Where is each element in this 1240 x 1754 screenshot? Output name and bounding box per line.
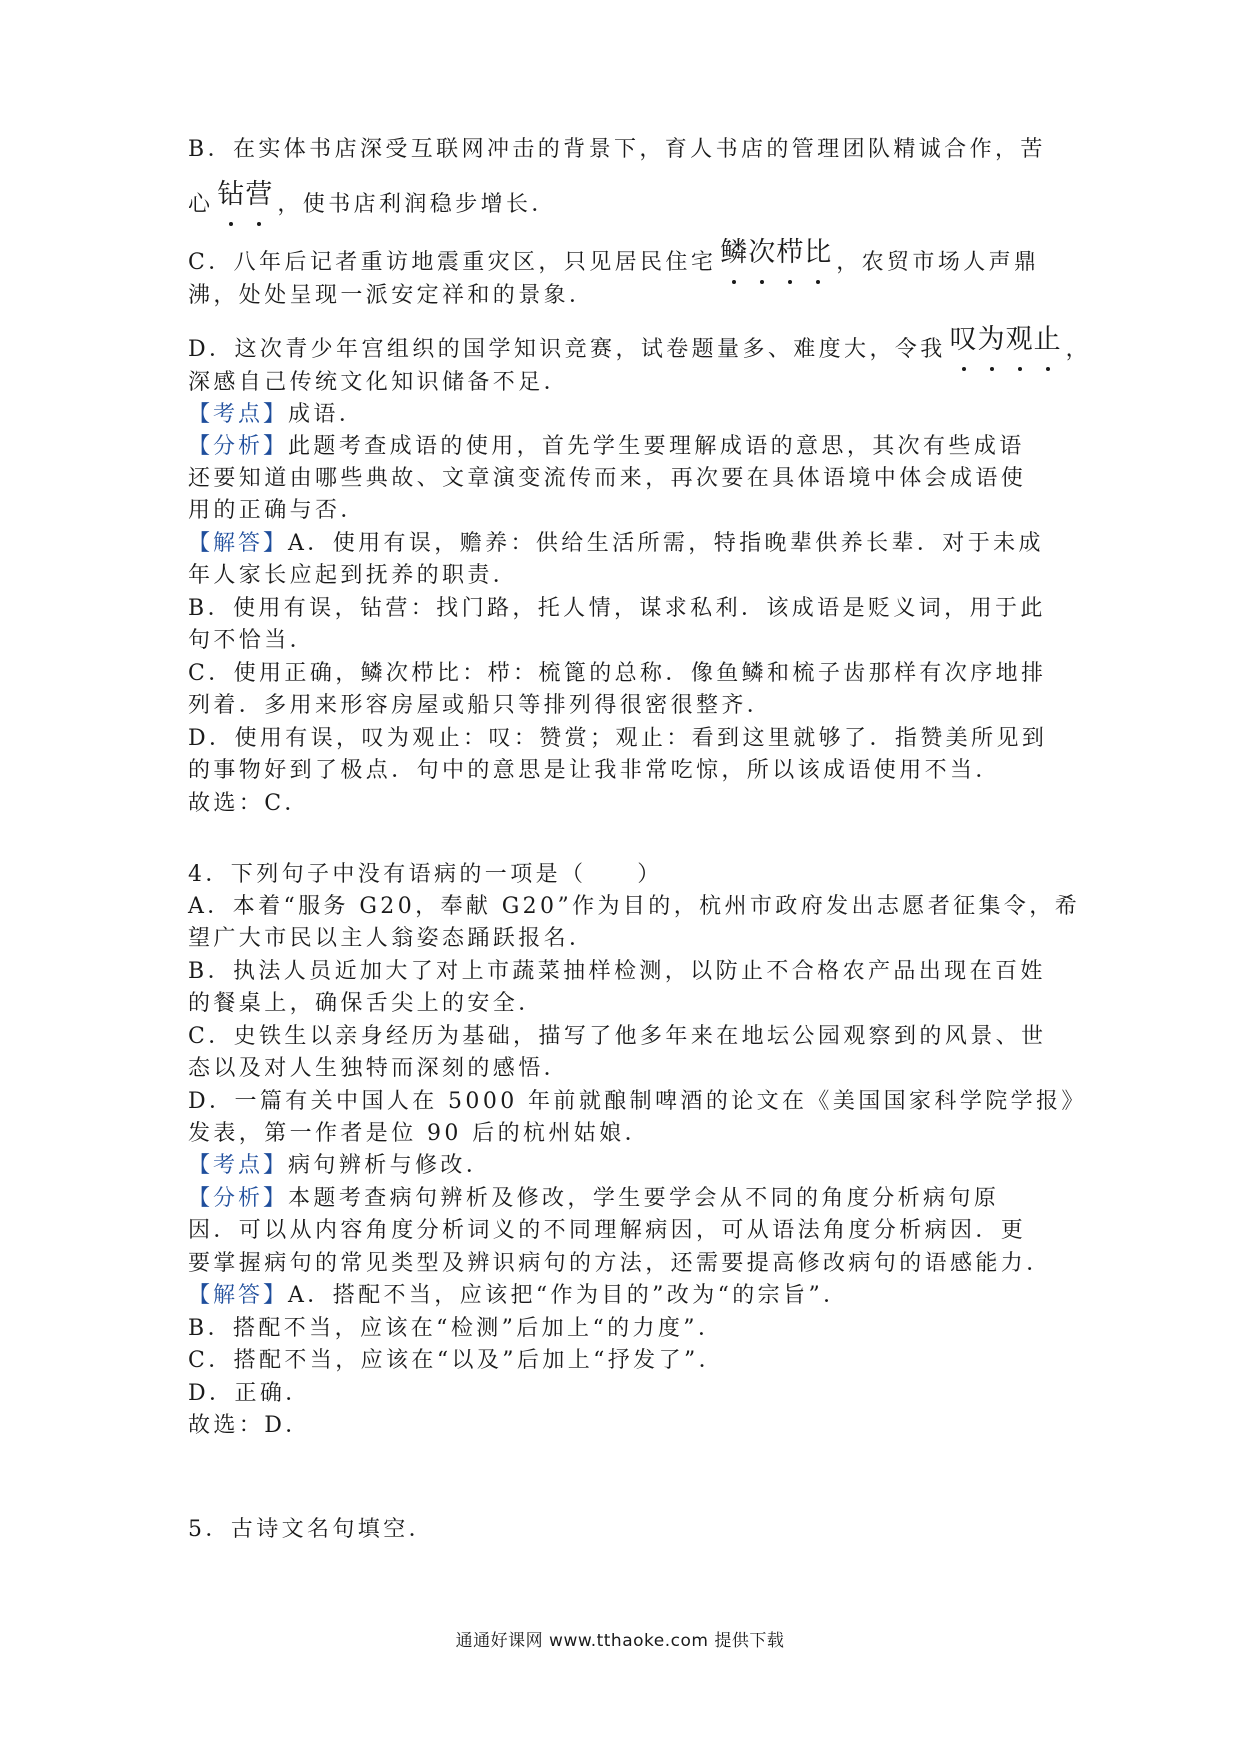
q4-answer: 故选：D． <box>188 1413 311 1438</box>
q4-option-b-line2: 的餐桌上，确保舌尖上的安全． <box>188 991 544 1016</box>
q4-option-d-line1: D．一篇有关中国人在 5000 年前就酿制啤酒的论文在《美国国家科学院学报》 <box>188 1089 1087 1114</box>
jieda-text: A．搭配不当，应该把“作为目的”改为“的宗旨”． <box>288 1283 849 1308</box>
fenxi-tag: 【分析】 <box>188 434 289 459</box>
q3-jieda-line3: B．使用有误，钻营：找门路，托人情，谋求私利．该成语是贬义词，用于此 <box>188 596 1046 621</box>
q3-option-c-line2: 沸，处处呈现一派安定祥和的景象． <box>188 283 595 308</box>
fenxi-text: 此题考查成语的使用，首先学生要理解成语的意思，其次有些成语 <box>288 434 1025 459</box>
jieda-tag: 【解答】 <box>188 1283 289 1308</box>
footer-source: 通通好课网 www.tthaoke.com 提供下载 <box>455 1631 785 1651</box>
emphasis-dots-b <box>217 222 273 226</box>
q3-option-b-line2 <box>188 178 1058 217</box>
q3-fenxi-line1 <box>188 430 1058 464</box>
q3-option-b-prefix: 心 <box>188 192 214 217</box>
q3-jieda-line8: 的事物好到了极点．句中的意思是让我非常吃惊，所以该成语使用不当． <box>188 758 1001 783</box>
kaodian-tag: 【考点】 <box>188 1153 289 1178</box>
q4-fenxi-line1 <box>188 1182 1058 1216</box>
q4-fenxi-line3: 要掌握病句的常见类型及辨识病句的方法，还需要提高修改病句的语感能力． <box>188 1251 1052 1276</box>
idiom-text-d: 叹为观止 <box>949 324 1062 355</box>
q3-option-d-line1 <box>188 323 1092 362</box>
q3-jieda-line5: C．使用正确，鳞次栉比：栉：梳篦的总称．像鱼鳞和梳子齿那样有次序地排 <box>188 661 1047 686</box>
q4-kaodian <box>188 1149 1058 1183</box>
q4-jieda-line4: D．正确． <box>188 1381 311 1406</box>
q3-option-b-suffix: ，使书店利润稳步增长． <box>277 192 557 217</box>
q3-fenxi-line2: 还要知道由哪些典故、文章演变流传而来，再次要在具体语境中体会成语使 <box>188 466 1027 491</box>
q4-option-d-line2: 发表，第一作者是位 90 后的杭州姑娘． <box>188 1121 650 1146</box>
idiom-text-b: 钻营 <box>217 179 274 210</box>
q4-option-a-line2: 望广大市民以主人翁姿态踊跃报名． <box>188 926 595 951</box>
q3-kaodian <box>188 398 1058 432</box>
q3-option-c-suffix: ，农贸市场人声鼎 <box>836 250 1040 275</box>
kaodian-tag: 【考点】 <box>188 402 289 427</box>
q5-stem: 5．古诗文名句填空． <box>188 1517 434 1542</box>
q4-option-c-line1: C．史铁生以亲身经历为基础，描写了他多年来在地坛公园观察到的风景、世 <box>188 1024 1047 1049</box>
jieda-text: A．使用有误，赡养：供给生活所需，特指晚辈供养长辈．对于未成 <box>288 531 1044 556</box>
q3-option-d-prefix: D．这次青少年宫组织的国学知识竞赛，试卷题量多、难度大，令我 <box>188 337 946 362</box>
q3-option-b-line1: B．在实体书店深受互联网冲击的背景下，育人书店的管理团队精诚合作，苦 <box>188 137 1046 162</box>
q4-option-b-line1: B．执法人员近加大了对上市蔬菜抽样检测，以防止不合格农产品出现在百姓 <box>188 959 1046 984</box>
kaodian-text: 成语． <box>288 402 365 427</box>
q3-option-c-line1 <box>188 236 1058 275</box>
idiom-emphasis-d <box>950 323 1062 357</box>
q3-jieda-line7: D．使用有误，叹为观止：叹：赞赏；观止：看到这里就够了．指赞美所见到 <box>188 726 1048 751</box>
q3-answer: 故选：C． <box>188 791 310 816</box>
q3-option-c-prefix: C．八年后记者重访地震重灾区，只见居民住宅 <box>188 250 717 275</box>
idiom-emphasis-b <box>217 178 273 212</box>
q4-jieda-line1 <box>188 1279 1058 1313</box>
q3-jieda-line4: 句不恰当． <box>188 628 316 653</box>
q3-option-d-suffix: ， <box>1065 337 1092 362</box>
fenxi-text: 本题考查病句辨析及修改，学生要学会从不同的角度分析病句原 <box>288 1186 1000 1211</box>
q4-jieda-line3: C．搭配不当，应该在“以及”后加上“抒发了”． <box>188 1348 725 1373</box>
q3-fenxi-line3: 用的正确与否． <box>188 498 366 523</box>
q3-jieda-line1 <box>188 527 1058 561</box>
q3-jieda-line6: 列着．多用来形容房屋或船只等排列得很密很整齐． <box>188 693 773 718</box>
q3-jieda-line2: 年人家长应起到抚养的职责． <box>188 563 519 588</box>
q4-jieda-line2: B．搭配不当，应该在“检测”后加上“的力度”． <box>188 1316 724 1341</box>
q3-option-d-line2: 深感自己传统文化知识储备不足． <box>188 370 570 395</box>
idiom-text-c: 鳞次栉比 <box>720 237 833 268</box>
idiom-emphasis-c <box>720 236 832 270</box>
q4-stem: 4．下列句子中没有语病的一项是（ ） <box>188 862 663 887</box>
q4-option-a-line1: A．本着“服务 G20，奉献 G20”作为目的，杭州市政府发出志愿者征集令，希 <box>188 894 1081 919</box>
kaodian-text: 病句辨析与修改． <box>288 1153 492 1178</box>
q4-fenxi-line2: 因．可以从内容角度分析词义的不同理解病因，可从语法角度分析病因．更 <box>188 1218 1027 1243</box>
fenxi-tag: 【分析】 <box>188 1186 289 1211</box>
jieda-tag: 【解答】 <box>188 531 289 556</box>
q4-option-c-line2: 态以及对人生独特而深刻的感悟． <box>188 1056 570 1081</box>
